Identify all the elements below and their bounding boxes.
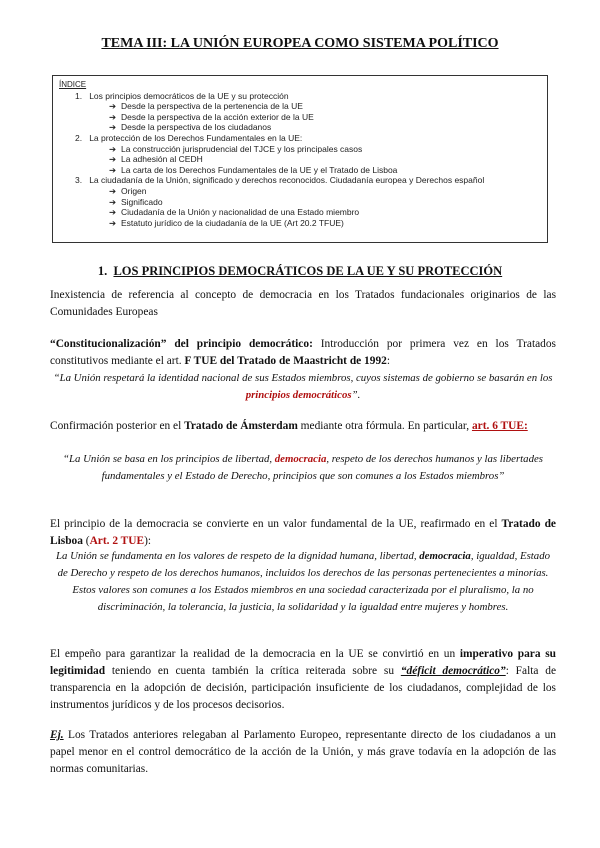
bold-term: “déficit democrático” <box>400 665 506 677</box>
arrow-right-icon: ➔ <box>109 217 117 228</box>
index-subitem <box>59 112 541 123</box>
arrow-right-icon: ➔ <box>109 196 117 207</box>
index-heading: ÍNDICE <box>59 80 87 89</box>
index-subitem-text: Desde la perspectiva de la acción exterior de la UE <box>121 111 314 122</box>
article-reference: art. 6 TUE: <box>471 420 528 432</box>
arrow-right-icon: ➔ <box>109 111 117 122</box>
index-item-number: 2. <box>75 132 83 143</box>
section-number: 1. <box>97 264 108 278</box>
highlight-term: principios democráticos <box>245 389 352 401</box>
index-subitem <box>59 154 541 165</box>
index-subitem <box>59 218 541 229</box>
quote-lisboa <box>50 548 556 616</box>
bold-term: imperativo para su legitimidad <box>50 648 556 677</box>
quote-text: , respeto de los derechos humanos y las libertades fundamentales y el Estado de Derecho, principios que son comunes a los Estados miembros” <box>101 453 543 482</box>
index-subitem-text: Significado <box>121 196 163 207</box>
bold-term: democracia <box>419 550 471 562</box>
index-item-number: 3. <box>75 175 83 186</box>
arrow-right-icon: ➔ <box>109 101 117 112</box>
quote-text: “La Unión respetará la identidad nacional de sus Estados miembros, cuyos sistemas de gobierno se basarán en los <box>53 372 553 384</box>
index-subitem <box>59 101 541 112</box>
arrow-right-icon: ➔ <box>109 122 117 133</box>
arrow-right-icon: ➔ <box>109 207 117 218</box>
index-item-text: Los principios democráticos de la UE y su protección <box>89 90 289 101</box>
bold-term: “Constitucionalización” del principio democrático: <box>50 338 313 350</box>
index-subitem <box>59 186 541 197</box>
paragraph-text: Confirmación posterior en el <box>50 420 185 432</box>
paragraph-legitimidad <box>50 646 556 714</box>
index-box <box>52 75 548 243</box>
index-subitem-text: La construcción jurisprudencial del TJCE y los principales casos <box>121 143 363 154</box>
index-subitem-text: Desde la perspectiva de la pertenencia de la UE <box>121 101 303 112</box>
paragraph-text: mediante otra fórmula. En particular, <box>297 420 472 432</box>
section-heading <box>0 264 600 279</box>
quote-text: La Unión se fundamenta en los valores de respeto de la dignidad humana, libertad, <box>55 550 420 562</box>
index-subitem-text: La carta de los Derechos Fundamentales de la UE y el Tratado de Lisboa <box>121 164 398 175</box>
index-item-text: La ciudadanía de la Unión, significado y derechos reconocidos. Ciudadanía europea y Derechos español <box>89 175 485 186</box>
index-subitem-text: La adhesión al CEDH <box>121 154 203 165</box>
index-subitem <box>59 165 541 176</box>
arrow-right-icon: ➔ <box>109 164 117 175</box>
paragraph-text: : <box>386 355 391 367</box>
paragraph-text: El principio de la democracia se convierte en un valor fundamental de la UE, reafirmado en el <box>50 518 502 530</box>
bold-term: Tratado de Ámsterdam <box>184 420 298 432</box>
paragraph-ejemplo <box>50 727 556 778</box>
index-subitem-text: Desde la perspectiva de los ciudadanos <box>121 122 272 133</box>
index-item <box>59 133 541 144</box>
paragraph-text: ): <box>144 535 152 547</box>
quote-text: , igualdad, Estado de Derecho y respeto de los derechos humanos, incluidos los derechos de las personas pertenecientes a minorías. Estos valores son comunes a los Estados miembros en una sociedad caracterizada por el pluralismo, la no discriminación, la tolerancia, la justicia, la solidaridad y la igualdad entre mujeres y hombres. <box>57 550 551 613</box>
paragraph-lisboa <box>50 516 556 550</box>
index-subitem <box>59 144 541 155</box>
paragraph-text: ( <box>82 535 90 547</box>
quote-text: ”. <box>351 389 361 401</box>
paragraph-intro: Inexistencia de referencia al concepto de democracia en los Tratados fundacionales originarios de las Comunidades Europeas <box>50 289 556 318</box>
bold-term: F TUE del Tratado de Maastricht de 1992 <box>184 355 387 367</box>
document-title: TEMA III: LA UNIÓN EUROPEA COMO SISTEMA POLÍTICO <box>101 36 499 51</box>
index-item-text: La protección de los Derechos Fundamentales en la UE: <box>89 132 303 143</box>
paragraph-text: Los Tratados anteriores relegaban al Parlamento Europeo, representante directo de los ciudadanos a un papel menor en el control democrático de la acción de la Unión, y más grave todavía en la adopción de las normas comunitarias. <box>50 729 556 775</box>
paragraph-amsterdam <box>50 418 556 435</box>
index-subitem <box>59 122 541 133</box>
index-item <box>59 175 541 186</box>
index-subitem-text: Ciudadanía de la Unión y nacionalidad de una Estado miembro <box>121 207 360 218</box>
arrow-right-icon: ➔ <box>109 154 117 165</box>
bold-term: Tratado de Lisboa <box>50 518 556 547</box>
quote-amsterdam <box>50 451 556 485</box>
index-subitem <box>59 197 541 208</box>
index-subitem-text: Origen <box>121 185 147 196</box>
index-subitem-text: Estatuto jurídico de la ciudadanía de la UE (Art 20.2 TFUE) <box>121 217 344 228</box>
article-reference: Art. 2 TUE <box>89 535 145 547</box>
section-title: LOS PRINCIPIOS DEMOCRÁTICOS DE LA UE Y SU PROTECCIÓN <box>113 264 503 278</box>
paragraph-text: El empeño para garantizar la realidad de la democracia en la UE se convirtió en un <box>50 648 460 660</box>
highlight-term: democracia <box>274 453 327 465</box>
paragraph-constitucionalizacion <box>50 336 556 370</box>
example-label: Ej. <box>50 729 64 741</box>
index-subitem <box>59 207 541 218</box>
paragraph-text: : Falta de transparencia en la adopción de decisión, participación insuficiente de los ciudadanos, complejidad de los instrumentos jurídicos y de los procesos decisorios. <box>50 665 557 711</box>
arrow-right-icon: ➔ <box>109 143 117 154</box>
paragraph-text: teniendo en cuenta también la crítica reiterada sobre su <box>105 665 401 677</box>
quote-maastricht <box>50 370 556 404</box>
arrow-right-icon: ➔ <box>109 185 117 196</box>
paragraph-text: Introducción por primera vez en los Tratados constitutivos mediante el art. <box>50 338 556 367</box>
index-item <box>59 91 541 102</box>
index-item-number: 1. <box>75 90 83 101</box>
quote-text: “La Unión se basa en los principios de libertad, <box>63 453 275 465</box>
